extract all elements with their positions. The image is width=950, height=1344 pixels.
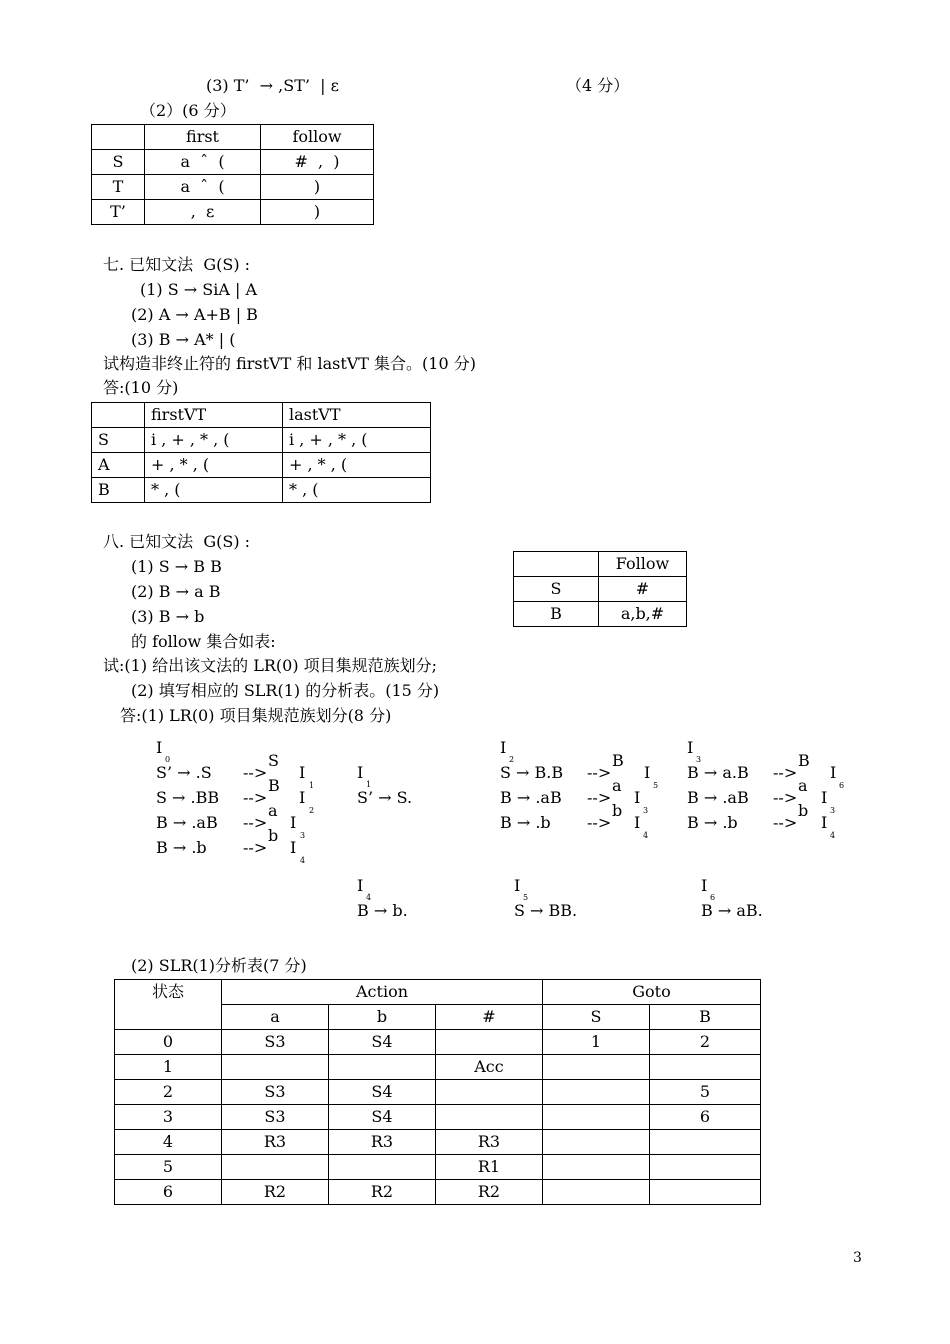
transition-arrow: --> xyxy=(773,813,798,832)
table-cell: 1 xyxy=(115,1055,222,1080)
table-row xyxy=(92,175,374,200)
item-line: S → BB. xyxy=(514,901,578,920)
table-cell xyxy=(329,1055,436,1080)
table-cell: 6 xyxy=(650,1105,761,1130)
target-set-label: I xyxy=(290,838,297,857)
transition-symbol: B xyxy=(612,751,624,770)
target-set-index: 4 xyxy=(643,831,649,840)
transition-arrow: --> xyxy=(243,788,268,807)
item-line: S → .BB xyxy=(156,788,220,807)
table-cell: 2 xyxy=(650,1030,761,1055)
target-set-label: I xyxy=(634,813,641,832)
page-number: 3 xyxy=(853,1250,862,1266)
table-cell xyxy=(543,1180,650,1205)
table-row xyxy=(92,428,431,453)
table-header: B xyxy=(650,1005,761,1030)
table-cell: S3 xyxy=(222,1030,329,1055)
q8-task-2: (2) 填写相应的 SLR(1) 的分析表。(15 分) xyxy=(131,681,440,700)
q8-answer-1: 答:(1) LR(0) 项目集规范族划分(8 分) xyxy=(120,706,392,725)
item-set-index: 3 xyxy=(696,755,702,764)
table-row xyxy=(92,200,374,225)
table-row xyxy=(92,453,431,478)
table-header: 状态 xyxy=(115,980,222,1030)
slr-parse-table xyxy=(114,979,761,1205)
table-cell: S3 xyxy=(222,1080,329,1105)
table-cell: T’ xyxy=(92,200,145,225)
table-cell: a ˆ ( xyxy=(145,175,261,200)
table-cell: a ˆ ( xyxy=(145,150,261,175)
q7-rule-2: (2) A → A+B | B xyxy=(131,305,258,324)
table-header: S xyxy=(543,1005,650,1030)
item-line: B → .aB xyxy=(156,813,218,832)
firstvt-lastvt-table xyxy=(91,402,431,503)
table-cell: R2 xyxy=(222,1180,329,1205)
table-cell xyxy=(543,1105,650,1130)
target-set-label: I xyxy=(821,788,828,807)
item-set-label: I xyxy=(701,876,708,895)
table-cell: 4 xyxy=(115,1130,222,1155)
item-set-label: I xyxy=(357,876,364,895)
target-set-label: I xyxy=(634,788,641,807)
table-cell: S3 xyxy=(222,1105,329,1130)
transition-symbol: a xyxy=(612,776,622,795)
table-row xyxy=(115,1080,761,1105)
transition-symbol: a xyxy=(798,776,808,795)
table-cell xyxy=(329,1155,436,1180)
table-cell: R3 xyxy=(329,1130,436,1155)
target-set-label: I xyxy=(830,763,837,782)
table-cell xyxy=(436,1030,543,1055)
grammar-rule-t-prime: (3) T’ → ,ST’ | ε xyxy=(206,76,339,95)
table-cell: S4 xyxy=(329,1080,436,1105)
table-header: Follow xyxy=(599,552,687,577)
item-set-index: 5 xyxy=(523,893,529,902)
q7-rule-3: (3) B → A* | ( xyxy=(131,330,236,349)
q7-answer: 答:(10 分) xyxy=(103,378,179,397)
table-cell xyxy=(514,552,599,577)
item-set-label: I xyxy=(357,763,364,782)
part-label: （2）(6 分） xyxy=(140,101,236,120)
table-cell: ) xyxy=(261,175,374,200)
table-cell: R2 xyxy=(436,1180,543,1205)
first-follow-table xyxy=(91,124,374,225)
table-cell xyxy=(436,1105,543,1130)
table-row xyxy=(514,602,687,627)
item-set-label: I xyxy=(514,876,521,895)
table-header: Goto xyxy=(543,980,761,1005)
target-set-label: I xyxy=(821,813,828,832)
table-header: lastVT xyxy=(283,403,431,428)
table-cell xyxy=(650,1155,761,1180)
table-cell: a,b,# xyxy=(599,602,687,627)
table-cell xyxy=(650,1130,761,1155)
table-cell: * , ( xyxy=(145,478,283,503)
table-cell: S4 xyxy=(329,1105,436,1130)
table-cell xyxy=(543,1080,650,1105)
table-cell: S4 xyxy=(329,1030,436,1055)
table-cell: + , * , ( xyxy=(283,453,431,478)
transition-symbol: B xyxy=(268,776,280,795)
transition-arrow: --> xyxy=(243,838,268,857)
target-set-index: 6 xyxy=(839,781,845,790)
q8-task-1: 试:(1) 给出该文法的 LR(0) 项目集规范族划分; xyxy=(103,656,438,675)
item-line: S’ → S. xyxy=(357,788,413,807)
transition-symbol: S xyxy=(268,751,279,770)
item-line: B → .b xyxy=(500,813,551,832)
target-set-index: 4 xyxy=(300,856,306,865)
target-set-index: 1 xyxy=(309,781,315,790)
table-header: # xyxy=(436,1005,543,1030)
transition-arrow: --> xyxy=(587,788,612,807)
table-cell: R2 xyxy=(329,1180,436,1205)
q8-title: 八. 已知文法 G(S) : xyxy=(103,532,251,551)
table-cell xyxy=(650,1180,761,1205)
transition-arrow: --> xyxy=(243,813,268,832)
table-cell xyxy=(543,1055,650,1080)
table-cell: Acc xyxy=(436,1055,543,1080)
item-line: S → B.B xyxy=(500,763,564,782)
item-set-label: I xyxy=(156,738,163,757)
q8-rule-2: (2) B → a B xyxy=(131,582,221,601)
table-row xyxy=(115,1130,761,1155)
table-row xyxy=(92,478,431,503)
q7-task: 试构造非终止符的 firstVT 和 lastVT 集合。(10 分) xyxy=(103,354,476,373)
transition-arrow: --> xyxy=(773,788,798,807)
table-row xyxy=(115,1180,761,1205)
table-cell: T xyxy=(92,175,145,200)
table-header: first xyxy=(145,125,261,150)
table-cell: S xyxy=(92,150,145,175)
q8-rule-1: (1) S → B B xyxy=(131,557,222,576)
table-cell: # , ) xyxy=(261,150,374,175)
transition-symbol: b xyxy=(612,801,623,820)
target-set-index: 3 xyxy=(300,831,306,840)
table-row xyxy=(115,1030,761,1055)
table-cell xyxy=(222,1055,329,1080)
table-cell: * , ( xyxy=(283,478,431,503)
item-line: B → a.B xyxy=(687,763,749,782)
table-cell: 5 xyxy=(115,1155,222,1180)
table-cell: 5 xyxy=(650,1080,761,1105)
transition-symbol: B xyxy=(798,751,810,770)
table-cell: + , * , ( xyxy=(145,453,283,478)
table-cell: S xyxy=(514,577,599,602)
item-line: S’ → .S xyxy=(156,763,212,782)
transition-arrow: --> xyxy=(243,763,268,782)
item-set-index: 0 xyxy=(165,755,171,764)
item-set-index: 2 xyxy=(509,755,515,764)
table-row xyxy=(115,1105,761,1130)
table-header: firstVT xyxy=(145,403,283,428)
follow-table xyxy=(513,551,687,627)
table-cell xyxy=(436,1080,543,1105)
table-cell xyxy=(222,1155,329,1180)
table-cell xyxy=(92,125,145,150)
table-cell: , ε xyxy=(145,200,261,225)
transition-symbol: a xyxy=(268,801,278,820)
table-cell: # xyxy=(599,577,687,602)
table-cell: R3 xyxy=(222,1130,329,1155)
table-cell: ) xyxy=(261,200,374,225)
table-cell: i , + , * , ( xyxy=(283,428,431,453)
q7-title: 七. 已知文法 G(S) : xyxy=(103,255,251,274)
q8-answer-2: (2) SLR(1)分析表(7 分) xyxy=(131,956,307,975)
transition-arrow: --> xyxy=(773,763,798,782)
target-set-index: 3 xyxy=(830,806,836,815)
item-line: B → .b xyxy=(156,838,207,857)
table-cell: B xyxy=(514,602,599,627)
table-row xyxy=(115,1155,761,1180)
transition-arrow: --> xyxy=(587,813,612,832)
table-row xyxy=(514,577,687,602)
item-set-label: I xyxy=(500,738,507,757)
item-line: B → .aB xyxy=(500,788,562,807)
target-set-label: I xyxy=(290,813,297,832)
table-header: follow xyxy=(261,125,374,150)
table-header: Action xyxy=(222,980,543,1005)
item-set-label: I xyxy=(687,738,694,757)
table-cell: R1 xyxy=(436,1155,543,1180)
table-cell: 2 xyxy=(115,1080,222,1105)
table-cell xyxy=(543,1155,650,1180)
table-header: a xyxy=(222,1005,329,1030)
item-line: B → aB. xyxy=(701,901,763,920)
item-set-index: 1 xyxy=(366,780,372,789)
transition-symbol: b xyxy=(798,801,809,820)
q8-follow-note: 的 follow 集合如表: xyxy=(131,632,276,651)
table-cell: B xyxy=(92,478,145,503)
table-row xyxy=(115,1055,761,1080)
item-line: B → .aB xyxy=(687,788,749,807)
target-set-label: I xyxy=(644,763,651,782)
transition-arrow: --> xyxy=(587,763,612,782)
target-set-index: 4 xyxy=(830,831,836,840)
table-cell xyxy=(543,1130,650,1155)
target-set-index: 3 xyxy=(643,806,649,815)
target-set-index: 5 xyxy=(653,781,659,790)
table-header: b xyxy=(329,1005,436,1030)
item-line: B → b. xyxy=(357,901,408,920)
score-label: （4 分） xyxy=(566,76,630,95)
item-set-index: 4 xyxy=(366,893,372,902)
table-cell: S xyxy=(92,428,145,453)
table-cell: A xyxy=(92,453,145,478)
item-set-index: 6 xyxy=(710,893,716,902)
target-set-label: I xyxy=(299,788,306,807)
table-row xyxy=(92,150,374,175)
table-cell xyxy=(650,1055,761,1080)
table-cell: i , + , * , ( xyxy=(145,428,283,453)
target-set-label: I xyxy=(299,763,306,782)
table-cell: R3 xyxy=(436,1130,543,1155)
transition-symbol: b xyxy=(268,826,279,845)
target-set-index: 2 xyxy=(309,806,315,815)
table-cell xyxy=(92,403,145,428)
table-cell: 3 xyxy=(115,1105,222,1130)
q7-rule-1: (1) S → SiA | A xyxy=(140,280,258,299)
table-cell: 1 xyxy=(543,1030,650,1055)
table-cell: 0 xyxy=(115,1030,222,1055)
item-line: B → .b xyxy=(687,813,738,832)
table-cell: 6 xyxy=(115,1180,222,1205)
q8-rule-3: (3) B → b xyxy=(131,607,205,626)
